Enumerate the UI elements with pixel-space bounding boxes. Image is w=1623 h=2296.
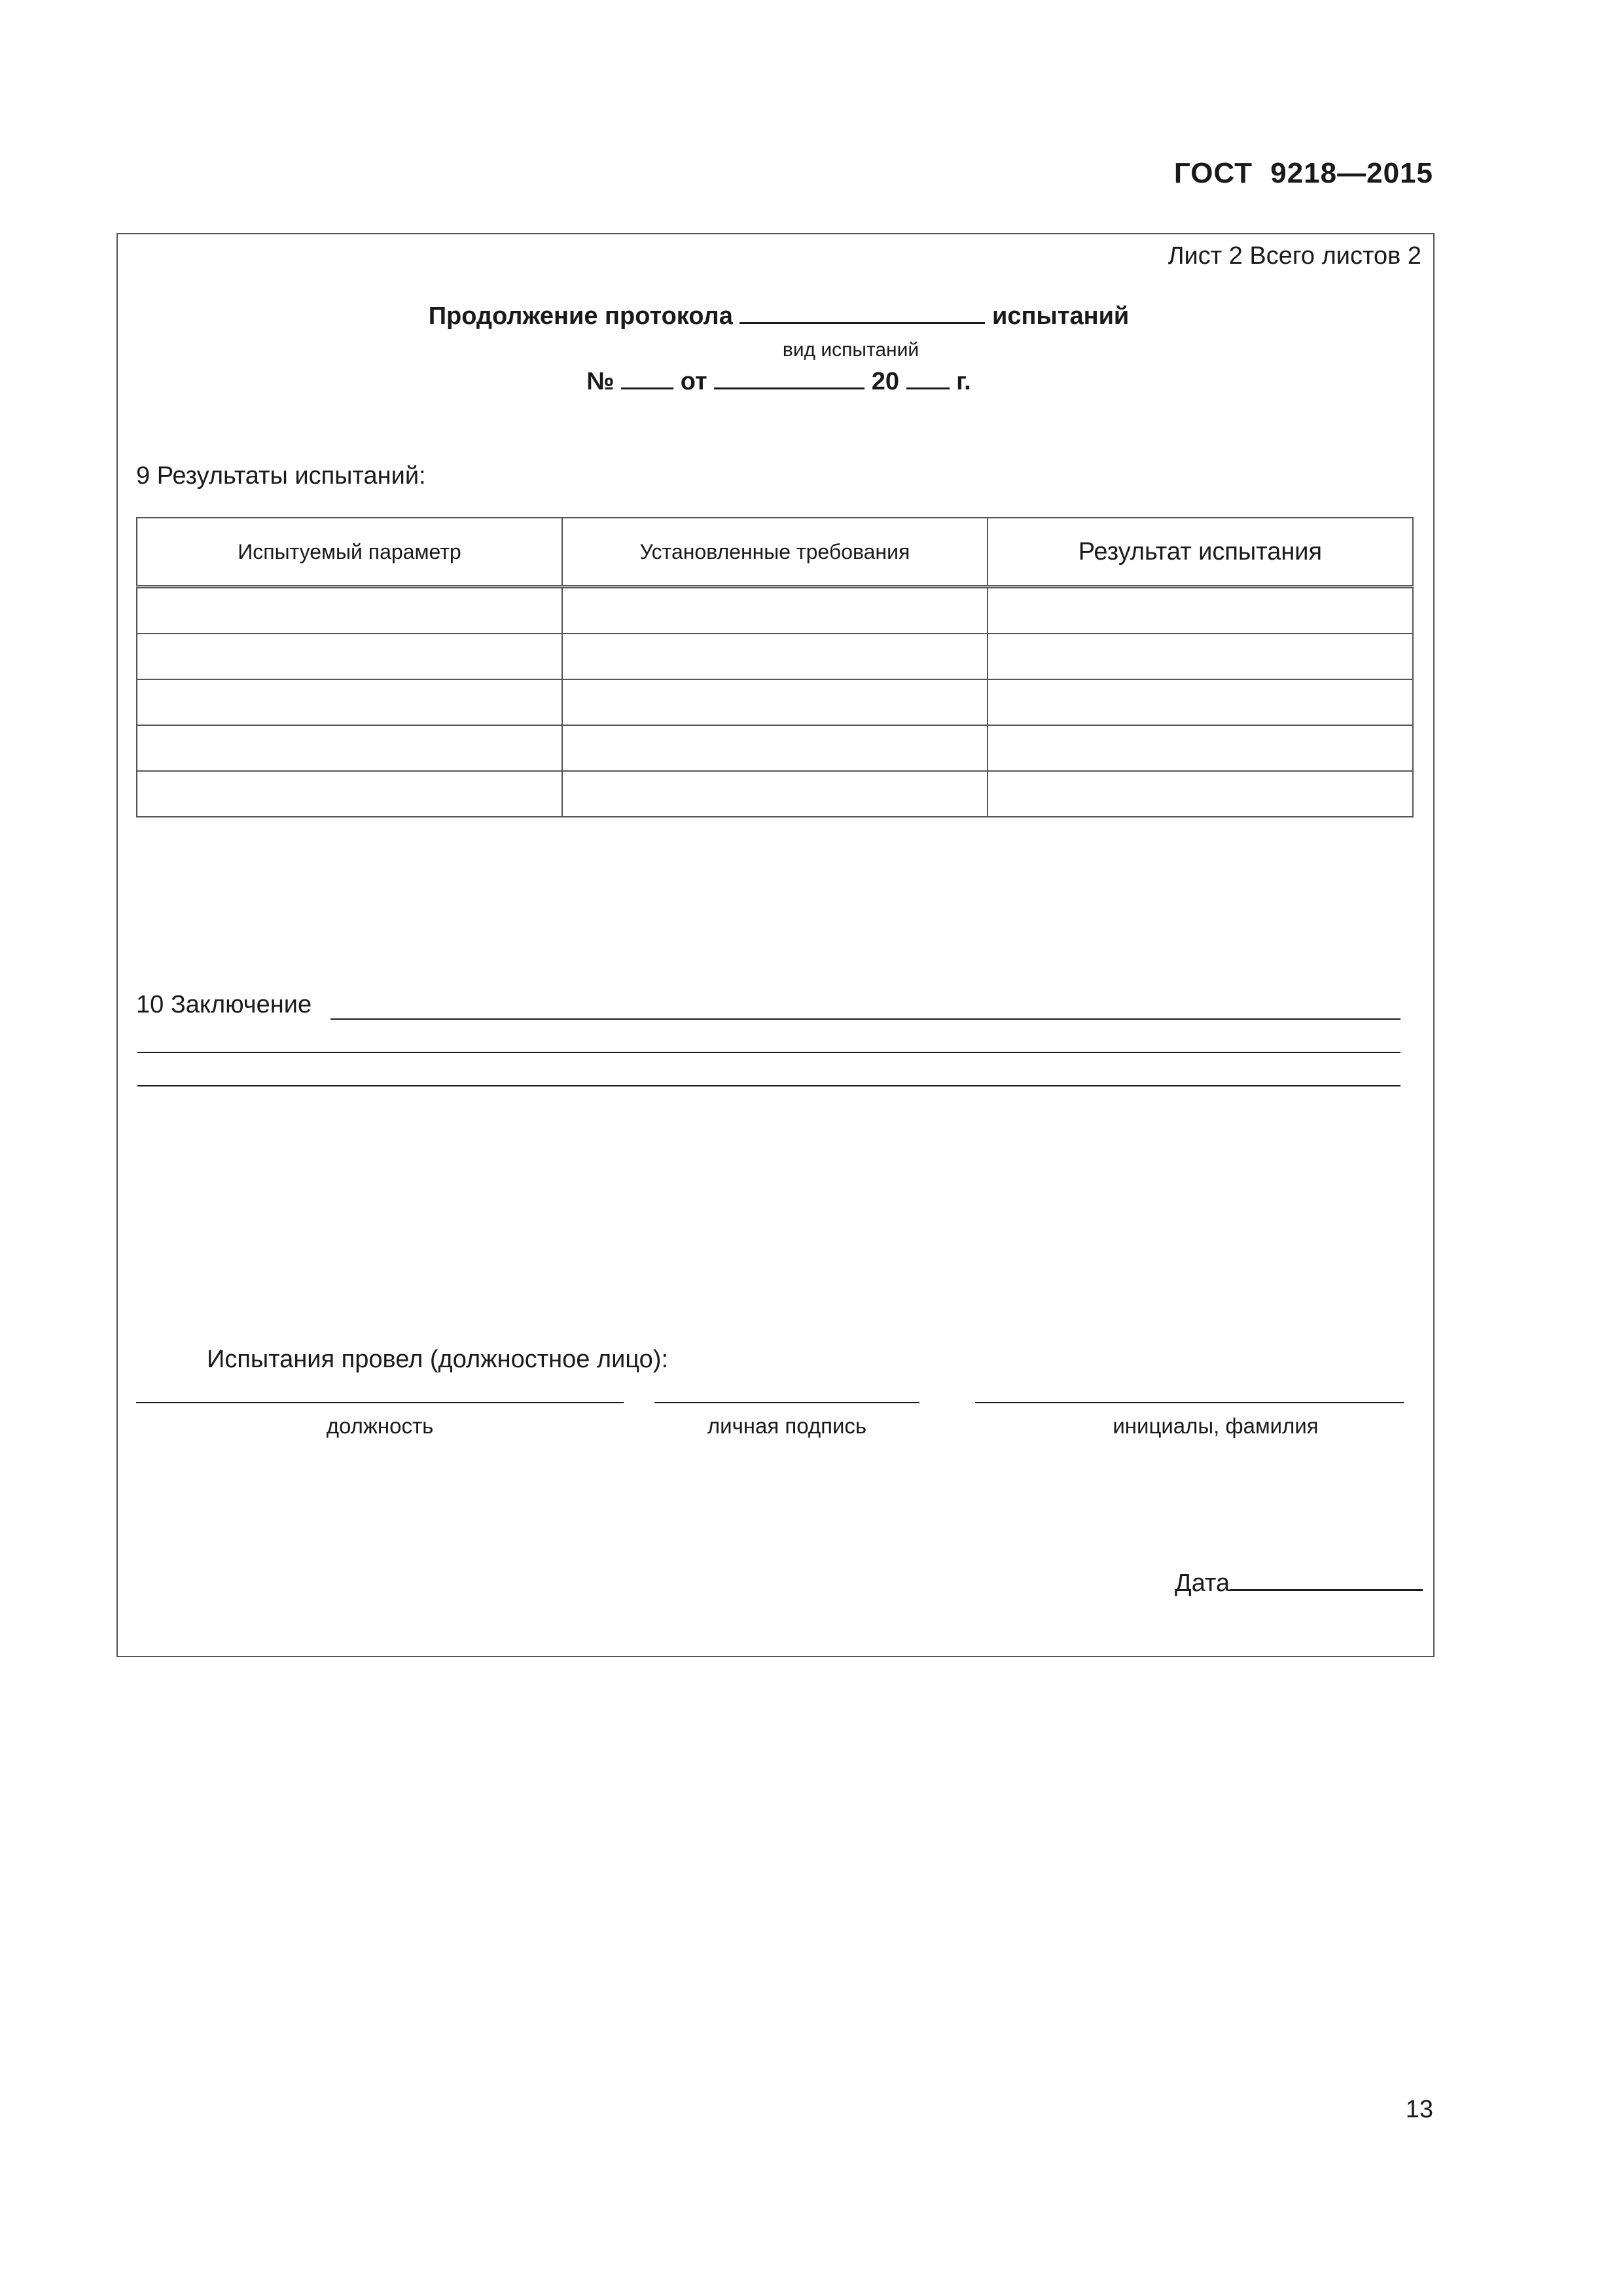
date-day-month-blank[interactable] (714, 367, 865, 389)
date-blank[interactable] (1230, 1568, 1423, 1591)
position-caption: должность (326, 1414, 434, 1438)
table-cell[interactable] (988, 587, 1413, 634)
table-row (137, 725, 1413, 771)
table-cell[interactable] (562, 725, 988, 771)
table-cell[interactable] (988, 725, 1413, 771)
table-cell[interactable] (562, 679, 988, 725)
table-cell[interactable] (988, 679, 1413, 725)
standard-designation: ГОСТ 9218—2015 (1173, 157, 1433, 189)
conclusion-line-2[interactable] (137, 1052, 1400, 1053)
results-table-header (137, 518, 1413, 587)
column-header-result: Результат испытания (988, 518, 1413, 587)
column-header-requirements: Установленные требования (562, 518, 988, 587)
page-number: 13 (1405, 2096, 1433, 2123)
sheet-counter: Лист 2 Всего листов 2 (1168, 242, 1421, 270)
table-cell[interactable] (988, 634, 1413, 679)
table-cell[interactable] (562, 587, 988, 634)
from-word: от (680, 368, 707, 395)
number-sign: № (586, 368, 615, 395)
section-9-heading: 9 Результаты испытаний: (136, 462, 426, 490)
test-type-caption: вид испытаний (782, 339, 919, 361)
table-cell[interactable] (137, 679, 562, 725)
column-header-parameter: Испытуемый параметр (137, 518, 562, 587)
results-table (136, 517, 1414, 817)
table-row (137, 679, 1413, 725)
test-type-blank[interactable] (740, 301, 985, 324)
date-field (1175, 1568, 1423, 1598)
year-suffix: г. (956, 368, 971, 395)
table-cell[interactable] (562, 634, 988, 679)
position-line[interactable] (136, 1402, 624, 1403)
protocol-title-suffix: испытаний (991, 302, 1130, 330)
table-cell[interactable] (137, 771, 562, 817)
table-cell[interactable] (137, 725, 562, 771)
section-10-heading: 10 Заключение (136, 991, 312, 1018)
table-cell[interactable] (562, 771, 988, 817)
conclusion-line-3[interactable] (137, 1085, 1400, 1086)
conclusion-line-1[interactable] (330, 1018, 1400, 1020)
table-row (137, 771, 1413, 817)
protocol-form-frame (116, 233, 1435, 1657)
protocol-number-blank[interactable] (621, 367, 673, 389)
tester-intro: Испытания провел (должностное лицо): (207, 1346, 669, 1373)
signature-caption: личная подпись (707, 1414, 867, 1438)
table-cell[interactable] (988, 771, 1413, 817)
protocol-number-line (0, 367, 1558, 396)
table-cell[interactable] (137, 634, 562, 679)
name-line[interactable] (975, 1402, 1404, 1403)
name-caption: инициалы, фамилия (1113, 1414, 1319, 1438)
date-label: Дата (1175, 1570, 1230, 1597)
signature-line[interactable] (654, 1402, 919, 1403)
table-cell[interactable] (137, 587, 562, 634)
table-row (137, 634, 1413, 679)
table-row (137, 587, 1413, 634)
year-blank[interactable] (906, 367, 950, 389)
protocol-title-prefix: Продолжение протокола (428, 302, 733, 330)
protocol-title (0, 301, 1558, 331)
year-prefix: 20 (871, 368, 900, 395)
